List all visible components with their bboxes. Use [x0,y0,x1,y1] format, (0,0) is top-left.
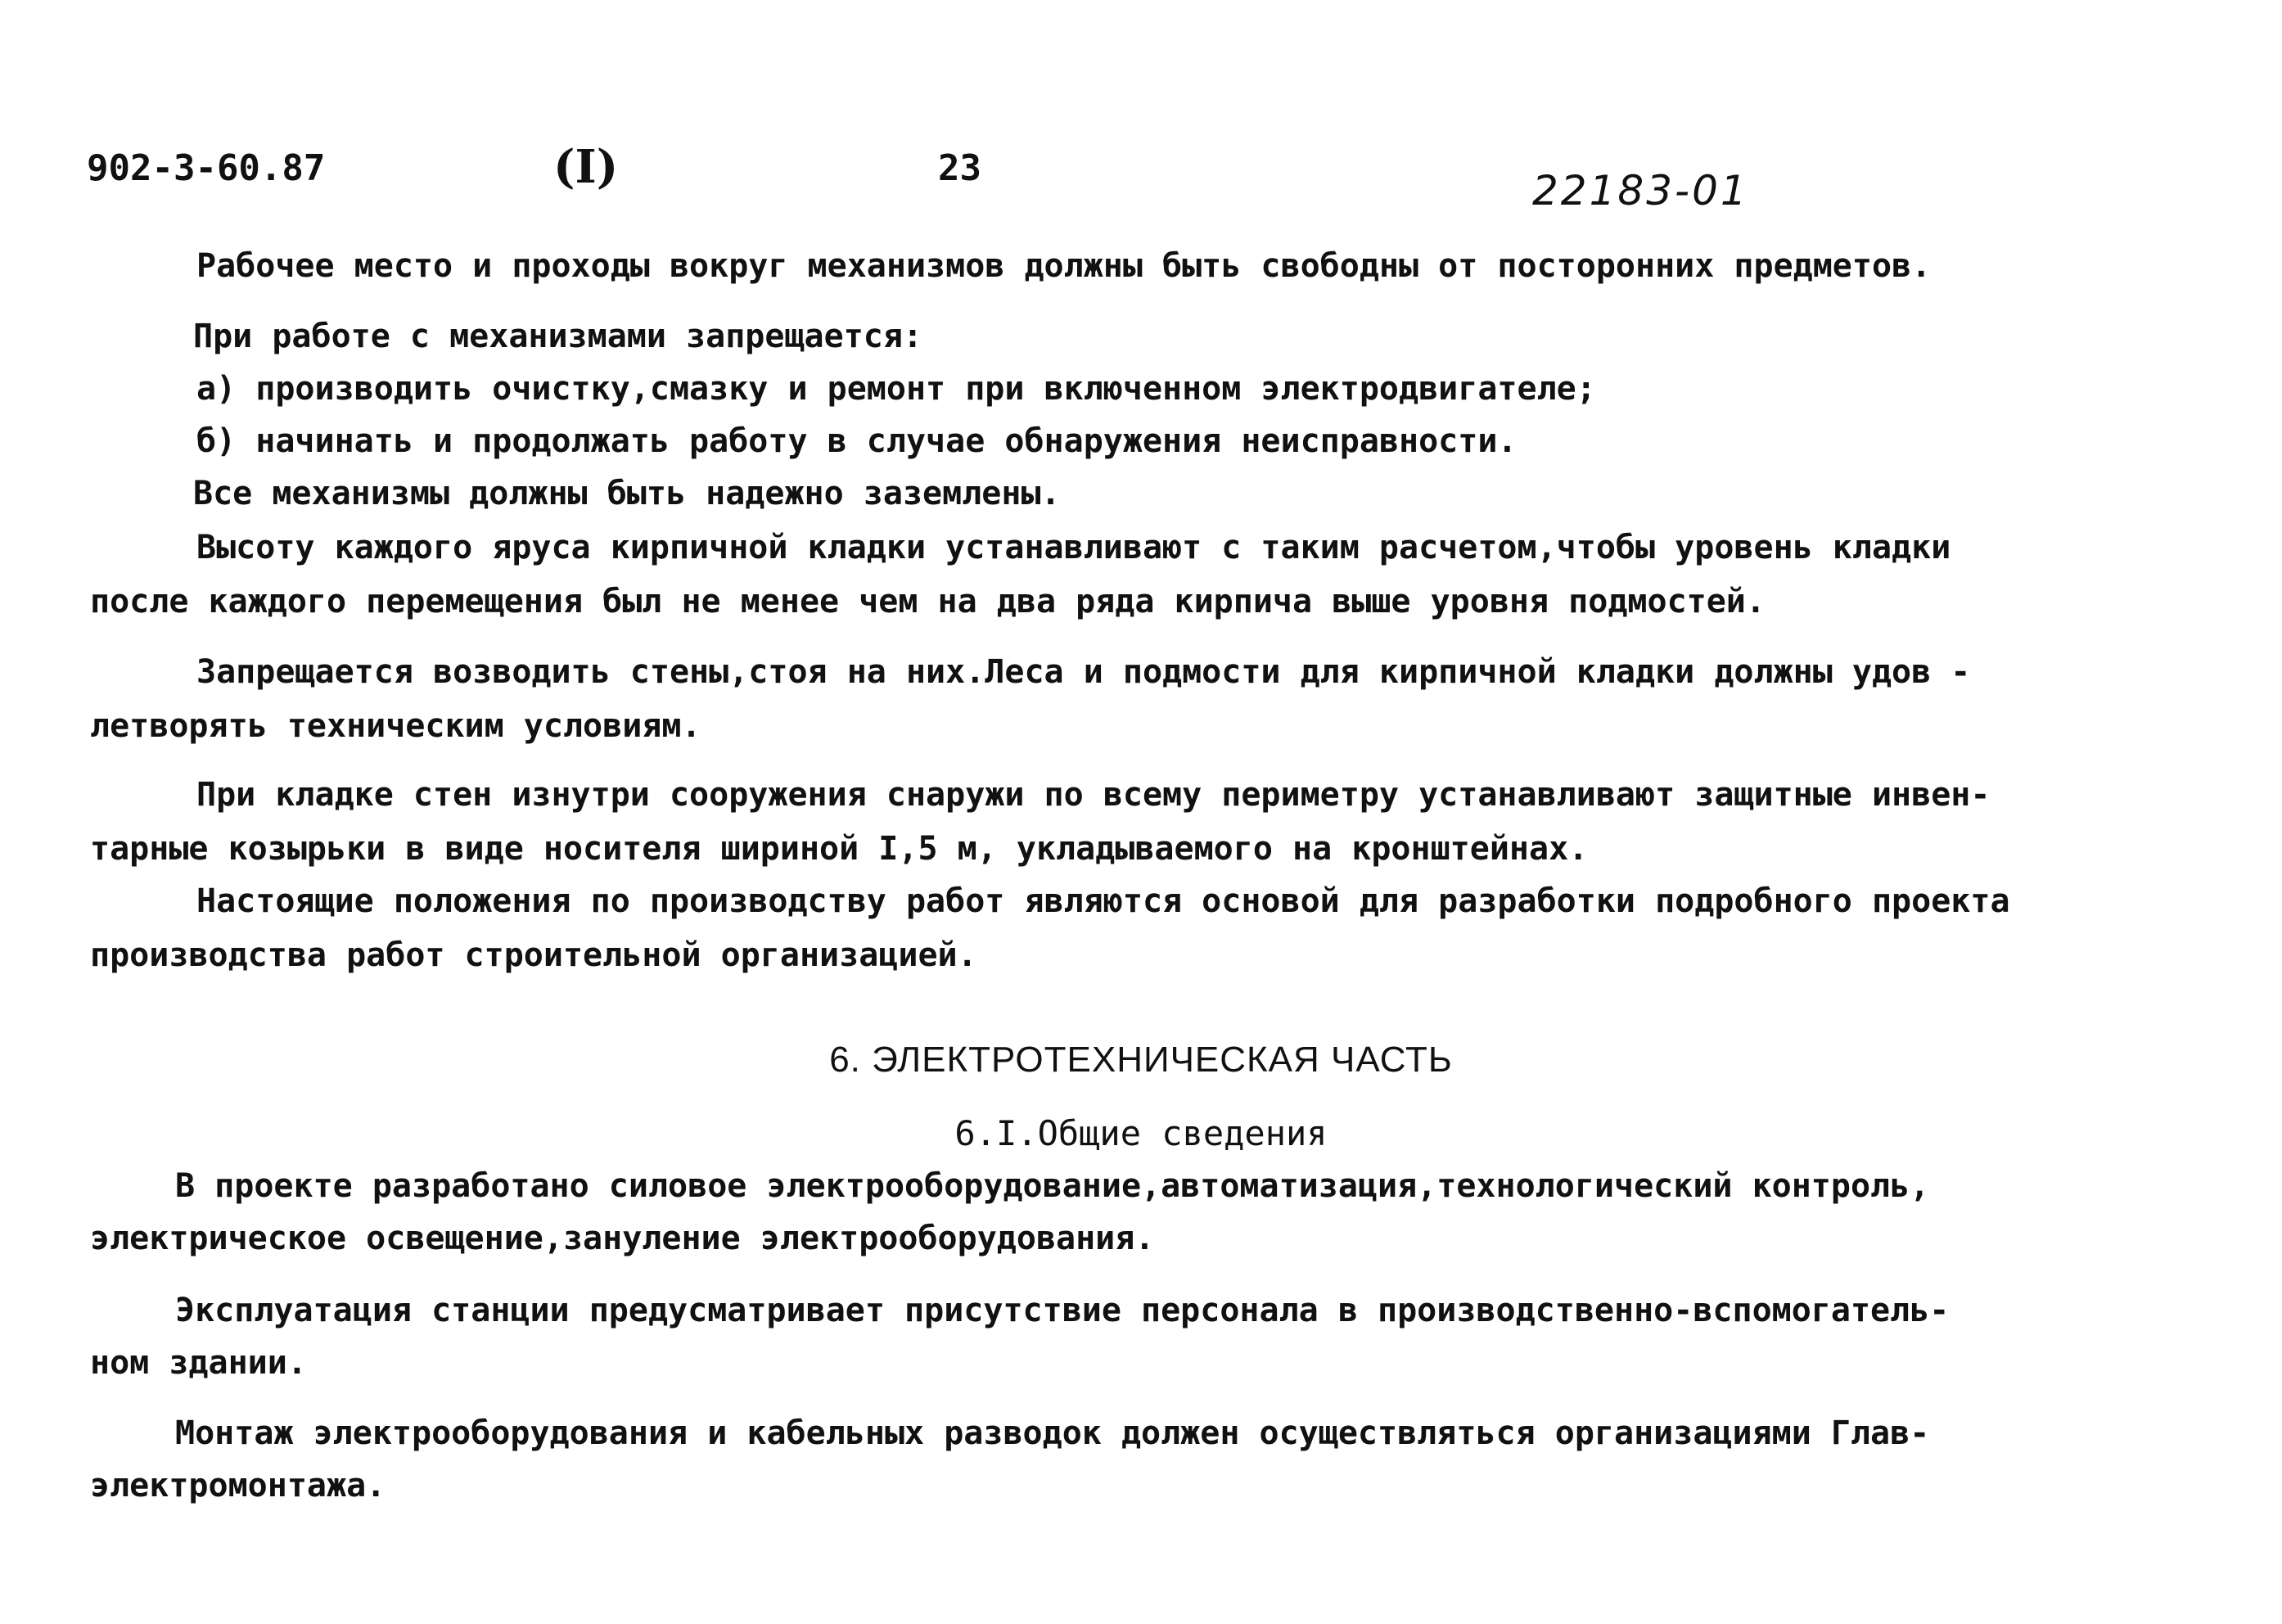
text-line: Высоту каждого яруса кирпичной кладки устанавливают с таким расчетом,чтобы уровень кладки [196,529,1951,566]
document-code: 902-3-60.87 [87,147,326,189]
text-line: электромонтажа. [90,1467,386,1504]
text-line: Рабочее место и проходы вокруг механизмов должны быть свободны от посторонних предметов. [196,247,1932,285]
text-line: В проекте разработано силовое электрооборудование,автоматизация,технологический контроль, [175,1167,1930,1205]
text-line: Эксплуатация станции предусматривает присутствие персонала в производственно-вспомогатель- [175,1292,1950,1329]
text-line: Монтаж электрооборудования и кабельных разводок должен осуществляться организациями Глав- [175,1414,1930,1452]
volume-number: (I) [553,140,619,194]
text-line: При работе с механизмами запрещается: [193,318,923,355]
text-line: тарные козырьки в виде носителя шириной I,5 м, укладываемого на кронштейнах. [90,830,1589,868]
handwritten-archive-number: 22183-01 [1532,167,1749,214]
page-number: 23 [938,147,981,189]
text-line: При кладке стен изнутри сооружения снаружи по всему периметру устанавливают защитные инвен- [196,776,1991,814]
text-line: ном здании. [90,1344,307,1382]
list-item: а) производить очистку,смазку и ремонт при включенном электродвигателе; [196,370,1596,408]
text-line: Настоящие положения по производству работ являются основой для разработки подробного проекта [196,882,2010,920]
list-item: б) начинать и продолжать работу в случае обнаружения неисправности. [196,422,1518,460]
text-line: электрическое освещение,зануление электрооборудования. [90,1220,1155,1257]
text-line: производства работ строительной организацией. [90,936,977,974]
text-line: Запрещается возводить стены,стоя на них.Леса и подмости для кирпичной кладки должны удов - [196,653,1971,691]
text-line: Все механизмы должны быть надежно заземлены. [193,475,1061,512]
text-line: летворять техническим условиям. [90,707,701,745]
text-line: после каждого перемещения был не менее чем на два ряда кирпича выше уровня подмостей. [90,583,1766,620]
section-heading: 6. ЭЛЕКТРОТЕХНИЧЕСКАЯ ЧАСТЬ [829,1040,1453,1080]
sub-heading: 6.I.Общие сведения [954,1113,1328,1153]
